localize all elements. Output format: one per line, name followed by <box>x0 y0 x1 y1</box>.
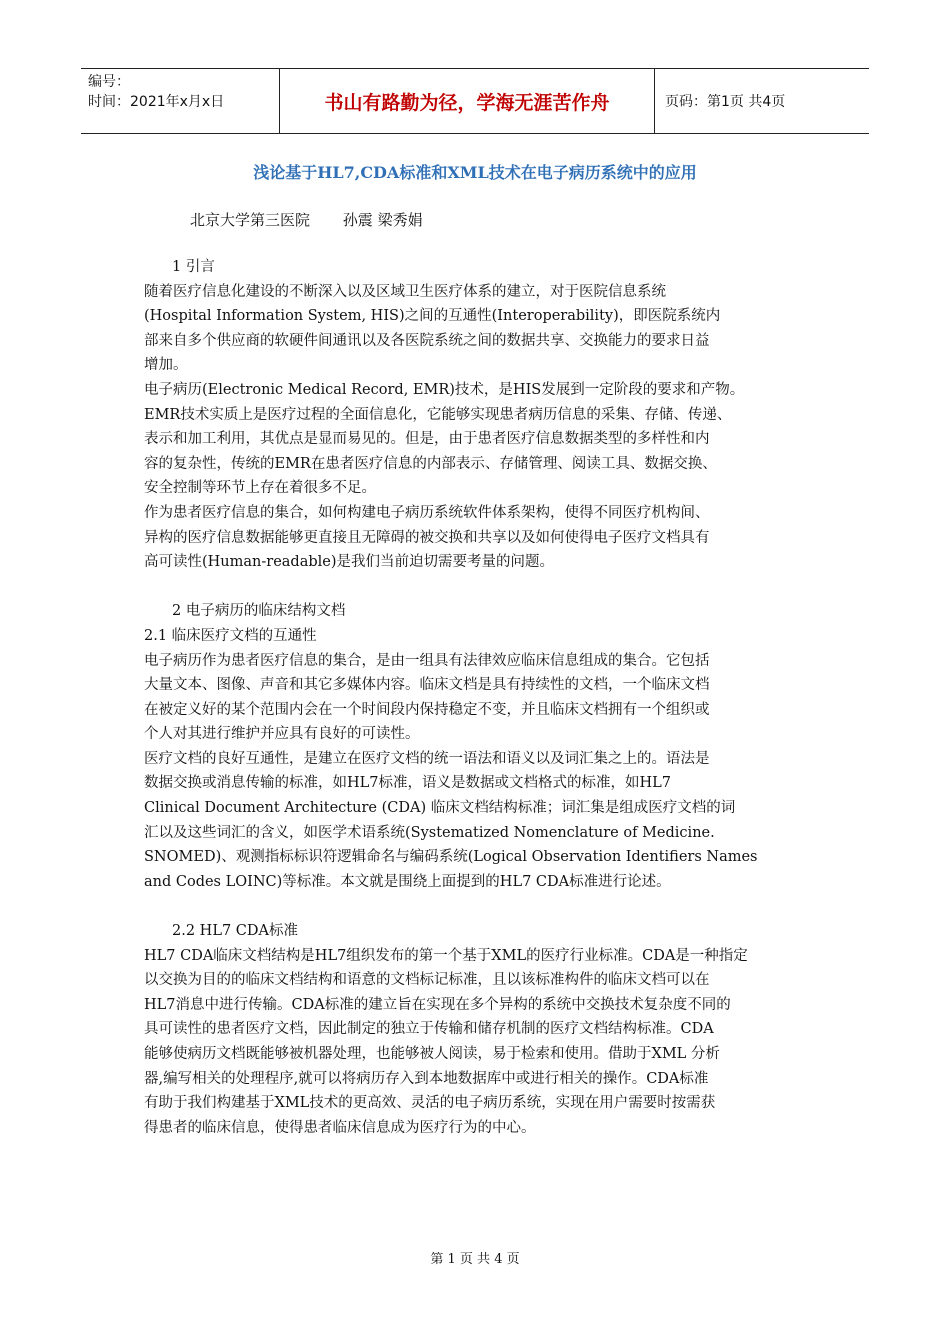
paragraph-line: 部来自多个供应商的软硬件间通讯以及各医院系统之间的数据共享、交换能力的要求日益 <box>144 332 710 349</box>
paragraph-line: 个人对其进行维护并应具有良好的可读性。 <box>144 726 420 743</box>
header-page-info <box>665 69 869 133</box>
paragraph-line: 有助于我们构建基于XML技术的更高效、灵活的电子病历系统，实现在用户需要时按需获 <box>144 1095 716 1112</box>
header-motto: 书山有路勤为径，学海无涯苦作舟 <box>279 69 655 133</box>
section-2-2-body <box>144 944 809 1141</box>
paragraph-line: 医疗文档的良好互通性，是建立在医疗文档的统一语法和语义以及词汇集之上的。语法是 <box>144 750 710 767</box>
author-names: 孙震 梁秀娟 <box>342 211 423 229</box>
paragraph-line: 增加。 <box>144 357 188 374</box>
section-heading-2-2: 2.2 HL7 CDA标准 <box>172 923 298 940</box>
paragraph-line: and Codes LOINC)等标准。本文就是围绕上面提到的HL7 CDA标准进行论述。 <box>144 873 671 890</box>
section-heading-2: 2 电子病历的临床结构文档 <box>172 603 346 620</box>
paragraph-line: (Hospital Information System, HIS)之间的互通性(Interoperability)，即医院系统内 <box>144 308 721 325</box>
paragraph-line: 安全控制等环节上存在着很多不足。 <box>144 480 376 497</box>
paragraph-line: 具可读性的患者医疗文档，因此制定的独立于传输和储存机制的医疗文档结构标准。CDA <box>144 1021 714 1038</box>
paragraph-line: 随着医疗信息化建设的不断深入以及区域卫生医疗体系的建立，对于医院信息系统 <box>144 283 666 300</box>
paragraph-line: SNOMED)、观测指标标识符逻辑命名与编码系统(Logical Observation Identifiers Names <box>144 849 758 866</box>
author-institution: 北京大学第三医院 <box>190 211 311 229</box>
section-1-body <box>144 280 809 575</box>
paragraph-line: HL7消息中进行传输。CDA标准的建立旨在实现在多个异构的系统中交换技术复杂度不同的 <box>144 996 731 1013</box>
paragraph-line: EMR技术实质上是医疗过程的全面信息化，它能够实现患者病历信息的采集、存储、传递、 <box>144 406 732 423</box>
paragraph-line: 电子病历(Electronic Medical Record, EMR)技术，是HIS发展到一定阶段的要求和产物。 <box>144 381 745 398</box>
paragraph-line: 高可读性(Human-readable)是我们当前迫切需要考量的问题。 <box>144 554 555 571</box>
paragraph-line: 器,编写相关的处理程序,就可以将病历存入到本地数据库中或进行相关的操作。CDA标准 <box>144 1070 709 1087</box>
number-label: 编号： <box>88 74 130 90</box>
paragraph-line: 电子病历作为患者医疗信息的集合，是由一组具有法律效应临床信息组成的集合。它包括 <box>144 652 710 669</box>
paragraph-line: 表示和加工利用，其优点是显而易见的。但是，由于患者医疗信息数据类型的多样性和内 <box>144 431 710 448</box>
paragraph-line: 容的复杂性，传统的EMR在患者医疗信息的内部表示、存储管理、阅读工具、数据交换、 <box>144 455 717 472</box>
page-info-text: 页码：第1页 共4页 <box>665 94 786 110</box>
paragraph-line: 能够使病历文档既能够被机器处理，也能够被人阅读，易于检索和使用。借助于XML 分析 <box>144 1046 720 1062</box>
authors-line <box>190 209 423 230</box>
paragraph-line: 作为患者医疗信息的集合，如何构建电子病历系统软件体系架构，使得不同医疗机构间、 <box>144 504 710 521</box>
document-header <box>81 68 869 134</box>
paragraph-line: 以交换为目的的临床文档结构和语意的文档标记标准，且以该标准构件的临床文档可以在 <box>144 972 710 989</box>
paragraph-line: Clinical Document Architecture (CDA) 临床文档结构标准；词汇集是组成医疗文档的词 <box>144 800 736 817</box>
section-heading-1: 1 引言 <box>172 259 215 275</box>
document-body <box>144 255 809 1140</box>
section-heading-2-1: 2.1 临床医疗文档的互通性 <box>144 627 317 644</box>
paragraph-line: 异构的医疗信息数据能够更直接且无障碍的被交换和共享以及如何使得电子医疗文档具有 <box>144 529 710 546</box>
section-2-1-body <box>144 649 809 895</box>
paragraph-line: 数据交换或消息传输的标准，如HL7标准，语义是数据或文档格式的标准，如HL7 <box>144 775 671 792</box>
paragraph-line: 汇以及这些词汇的含义，如医学术语系统(Systematized Nomenclature of Medicine. <box>144 824 715 841</box>
paragraph-line: 得患者的临床信息，使得患者临床信息成为医疗行为的中心。 <box>144 1119 536 1136</box>
paragraph-line: 在被定义好的某个范围内会在一个时间段内保持稳定不变，并且临床文档拥有一个组织或 <box>144 701 710 718</box>
paragraph-line: 大量文本、图像、声音和其它多媒体内容。临床文档是具有持续性的文档，一个临床文档 <box>144 677 710 694</box>
paragraph-line: HL7 CDA临床文档结构是HL7组织发布的第一个基于XML的医疗行业标准。CDA是一种指定 <box>144 947 748 964</box>
header-meta <box>81 69 279 133</box>
document-title: 浅论基于HL7,CDA标准和XML技术在电子病历系统中的应用 <box>253 163 697 182</box>
page-footer: 第 1 页 共 4 页 <box>430 1252 520 1267</box>
time-label: 时间：2021年x月x日 <box>88 94 225 110</box>
